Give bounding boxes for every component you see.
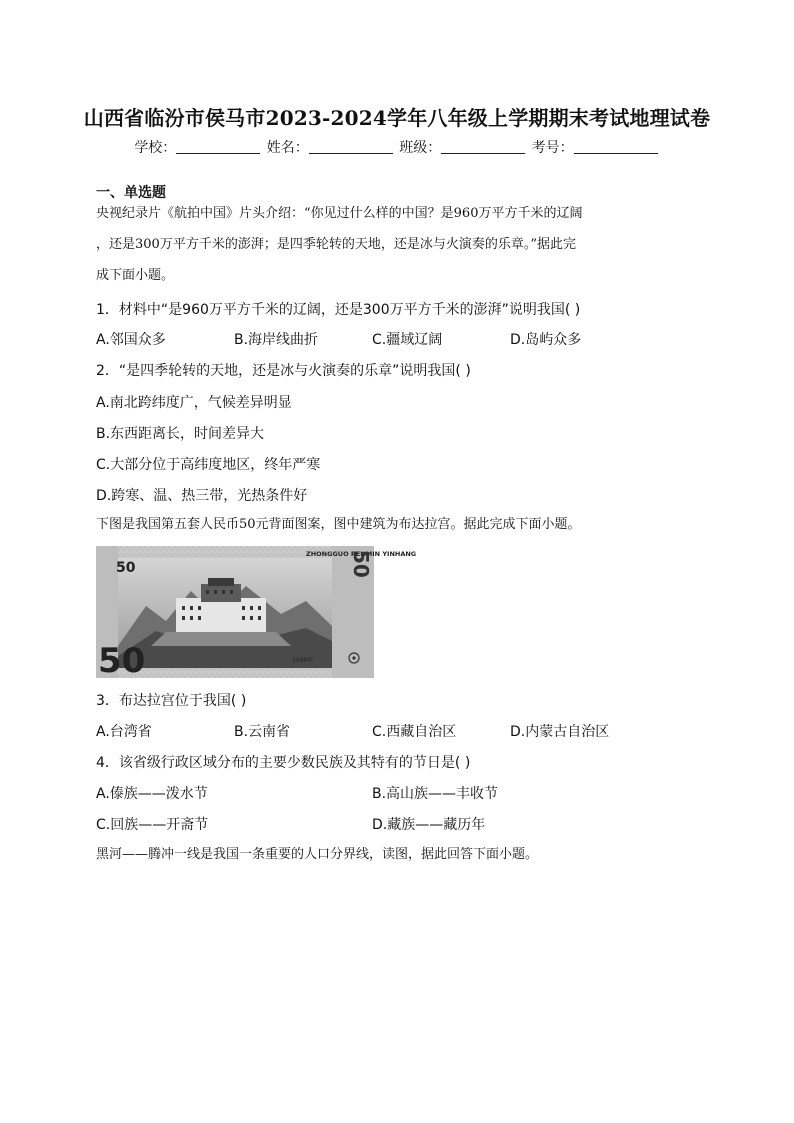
exam-number-label: 考号： <box>531 140 574 156</box>
class-label: 班级： <box>399 140 442 156</box>
bank-name-text: ZHONGGUO RENMIN YINHANG <box>306 550 417 558</box>
student-info-line <box>0 137 794 157</box>
material-1-line: 成下面小题。 <box>96 268 175 283</box>
name-label: 姓名： <box>266 140 309 156</box>
denomination-large: 50 <box>98 641 146 681</box>
question-1-stem: 1．材料中“是960万平方千米的辽阔，还是300万平方千米的澎湃”说明我国( ) <box>96 302 581 318</box>
section-title: 一、单选题 <box>96 185 166 201</box>
q4-option-b: B.高山族——丰收节 <box>372 786 499 802</box>
school-label: 学校： <box>134 140 177 156</box>
q4-option-a: A.傣族——泼水节 <box>96 786 208 802</box>
question-2-stem: 2．“是四季轮转的天地，还是冰与火演奏的乐章”说明我国( ) <box>96 363 471 379</box>
q4-option-d: D.藏族——藏历年 <box>372 817 486 833</box>
material-2: 下图是我国第五套人民币50元背面图案，图中建筑为布达拉宫。据此完成下面小题。 <box>96 517 581 532</box>
exam-number-blank <box>574 138 658 154</box>
q1-option-d: D.岛屿众多 <box>510 332 582 348</box>
name-blank <box>309 138 393 154</box>
banknote-50-yuan-image <box>96 546 417 681</box>
school-blank <box>176 138 260 154</box>
q3-option-d: D.内蒙古自治区 <box>510 724 610 740</box>
q3-option-b: B.云南省 <box>234 724 291 740</box>
exam-title: 山西省临汾市侯马市2023-2024学年八年级上学期期末考试地理试卷 <box>83 106 711 130</box>
question-4-stem: 4．该省级行政区域分布的主要少数民族及其特有的节日是( ) <box>96 755 471 771</box>
q2-option-c: C.大部分位于高纬度地区，终年严寒 <box>96 457 321 473</box>
material-3: 黑河——腾冲一线是我国一条重要的人口分界线，读图，据此回答下面小题。 <box>96 847 539 862</box>
q3-option-a: A.台湾省 <box>96 724 152 740</box>
issue-year-text: 1999年 <box>292 657 314 664</box>
material-1 <box>96 198 700 291</box>
q1-option-c: C.疆域辽阔 <box>372 332 443 348</box>
q4-option-c: C.回族——开斋节 <box>96 817 209 833</box>
question-3-stem: 3．布达拉宫位于我国( ) <box>96 693 247 709</box>
material-1-line: ，还是300万平方千米的澎湃；是四季轮转的天地，还是冰与火演奏的乐章。”据此完 <box>96 237 576 252</box>
q2-option-b: B.东西距离长，时间差异大 <box>96 426 265 442</box>
q3-option-c: C.西藏自治区 <box>372 724 457 740</box>
class-blank <box>441 138 525 154</box>
q1-option-b: B.海岸线曲折 <box>234 332 319 348</box>
denomination-vertical: 50 <box>349 550 373 578</box>
material-1-line: 央视纪录片《航拍中国》片头介绍：“你见过什么样的中国？是960万平方千米的辽阔 <box>96 206 583 221</box>
q1-option-a: A.邻国众多 <box>96 332 166 348</box>
q2-option-a: A.南北跨纬度广，气候差异明显 <box>96 395 292 411</box>
denomination-small: 50 <box>116 560 136 576</box>
q2-option-d: D.跨寒、温、热三带，光热条件好 <box>96 488 308 504</box>
